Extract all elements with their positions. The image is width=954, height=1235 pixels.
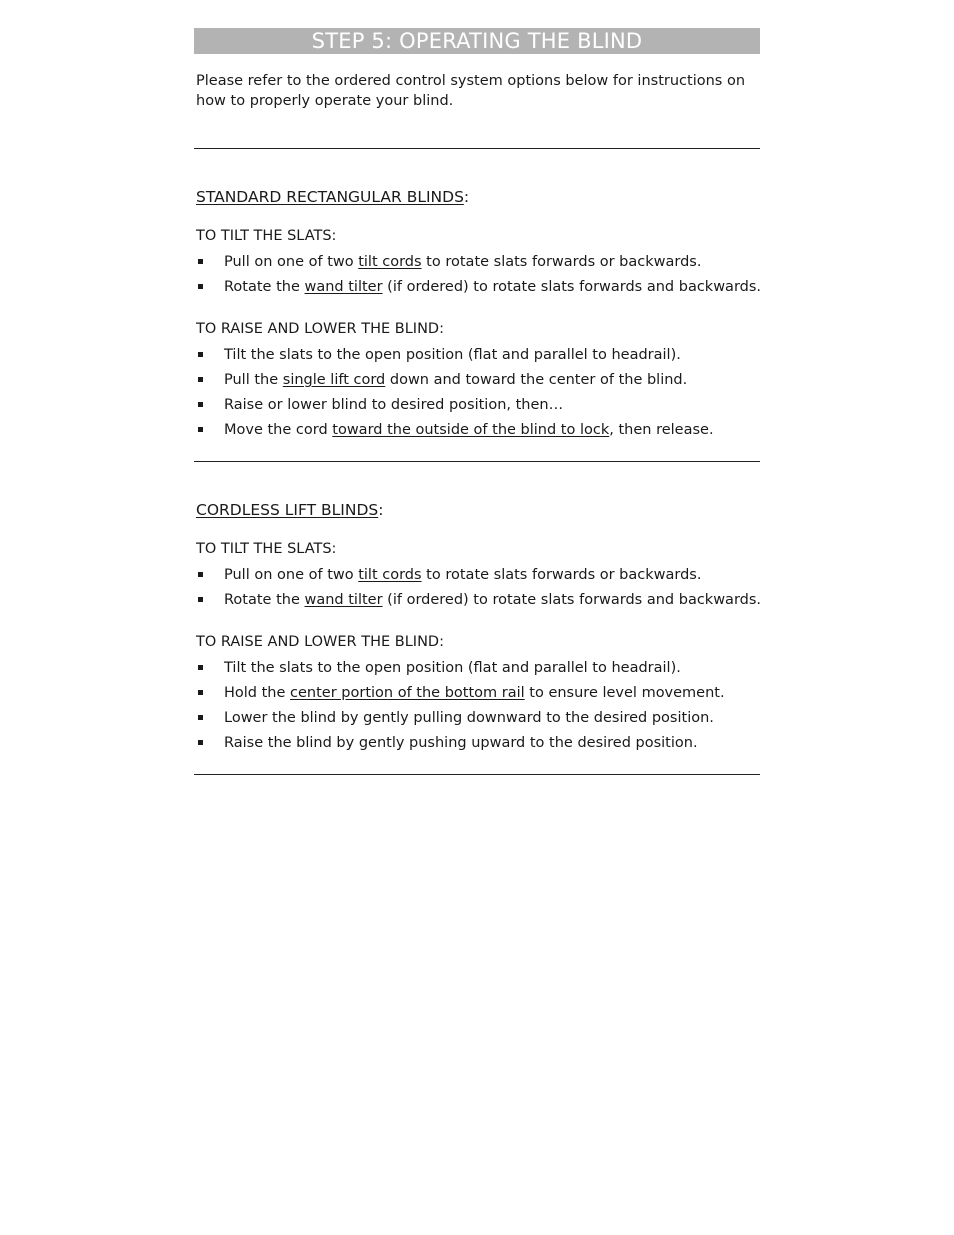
page-title: STEP 5: OPERATING THE BLIND (194, 28, 760, 54)
list-item (196, 343, 760, 368)
item-text: to rotate slats forwards or backwards. (421, 567, 702, 583)
list-item (196, 275, 760, 300)
bullet-list-raise (196, 343, 760, 443)
bullet-list-tilt (196, 250, 760, 300)
bullet-icon (198, 284, 203, 289)
document-page (194, 28, 760, 775)
item-emphasis: toward the outside of the blind to lock (332, 422, 610, 438)
divider (194, 461, 760, 462)
list-item (196, 588, 760, 613)
item-text: down and toward the center of the blind. (385, 372, 688, 388)
bullet-icon (198, 352, 203, 357)
section-title (196, 187, 760, 207)
subsection-title-raise: TO RAISE AND LOWER THE BLIND: (196, 321, 444, 337)
item-text: Rotate the (224, 592, 305, 608)
section-title-colon: : (463, 188, 470, 206)
item-text: , then release. (609, 422, 714, 438)
bullet-icon (198, 402, 203, 407)
section-title-text: STANDARD RECTANGULAR BLINDS (196, 188, 464, 206)
section-title-colon: : (378, 501, 384, 519)
bullet-icon (198, 740, 203, 745)
item-text: Rotate the (224, 279, 305, 295)
item-text: Hold the (224, 685, 291, 701)
item-emphasis: tilt cords (358, 567, 422, 583)
section-title (196, 500, 760, 520)
section-title-text: CORDLESS LIFT BLINDS (196, 501, 379, 519)
bullet-icon (198, 597, 203, 602)
item-text: (if ordered) to rotate slats forwards and backwards. (382, 592, 762, 608)
list-item (196, 563, 760, 588)
divider (194, 774, 760, 775)
item-text: to ensure level movement. (524, 685, 725, 701)
item-text: Raise or lower blind to desired position, then… (224, 397, 564, 413)
intro-paragraph: Please refer to the ordered control system options below for instructions on how to properly operate your blind. (196, 73, 746, 109)
item-text: Pull the (224, 372, 283, 388)
section-cordless-lift (194, 500, 760, 756)
item-emphasis: single lift cord (282, 372, 386, 388)
item-text: to rotate slats forwards or backwards. (421, 254, 702, 270)
list-item (196, 656, 760, 681)
subsection-title-tilt: TO TILT THE SLATS: (196, 541, 337, 557)
section-standard-rectangular (194, 187, 760, 443)
item-text: Raise the blind by gently pushing upward to the desired position. (224, 735, 698, 751)
item-text: Pull on one of two (224, 567, 359, 583)
list-item (196, 368, 760, 393)
bullet-icon (198, 572, 203, 577)
list-item (196, 731, 760, 756)
item-text: (if ordered) to rotate slats forwards and backwards. (382, 279, 762, 295)
list-item (196, 706, 760, 731)
bullet-list-tilt (196, 563, 760, 613)
item-text: Pull on one of two (224, 254, 359, 270)
bullet-list-raise (196, 656, 760, 756)
bullet-icon (198, 690, 203, 695)
list-item (196, 393, 760, 418)
item-emphasis: center portion of the bottom rail (290, 685, 525, 701)
bullet-icon (198, 427, 203, 432)
bullet-icon (198, 715, 203, 720)
bullet-icon (198, 259, 203, 264)
list-item (196, 418, 760, 443)
list-item (196, 250, 760, 275)
item-text: Lower the blind by gently pulling downward to the desired position. (224, 710, 714, 726)
item-emphasis: wand tilter (304, 592, 383, 608)
item-text: Tilt the slats to the open position (flat and parallel to headrail). (224, 660, 681, 676)
bullet-icon (198, 665, 203, 670)
item-emphasis: tilt cords (358, 254, 422, 270)
divider (194, 148, 760, 149)
item-text: Move the cord (224, 422, 333, 438)
item-emphasis: wand tilter (304, 279, 383, 295)
subsection-title-raise: TO RAISE AND LOWER THE BLIND: (196, 634, 444, 650)
bullet-icon (198, 377, 203, 382)
item-text: Tilt the slats to the open position (flat and parallel to headrail). (224, 347, 681, 363)
list-item (196, 681, 760, 706)
subsection-title-tilt: TO TILT THE SLATS: (196, 228, 337, 244)
